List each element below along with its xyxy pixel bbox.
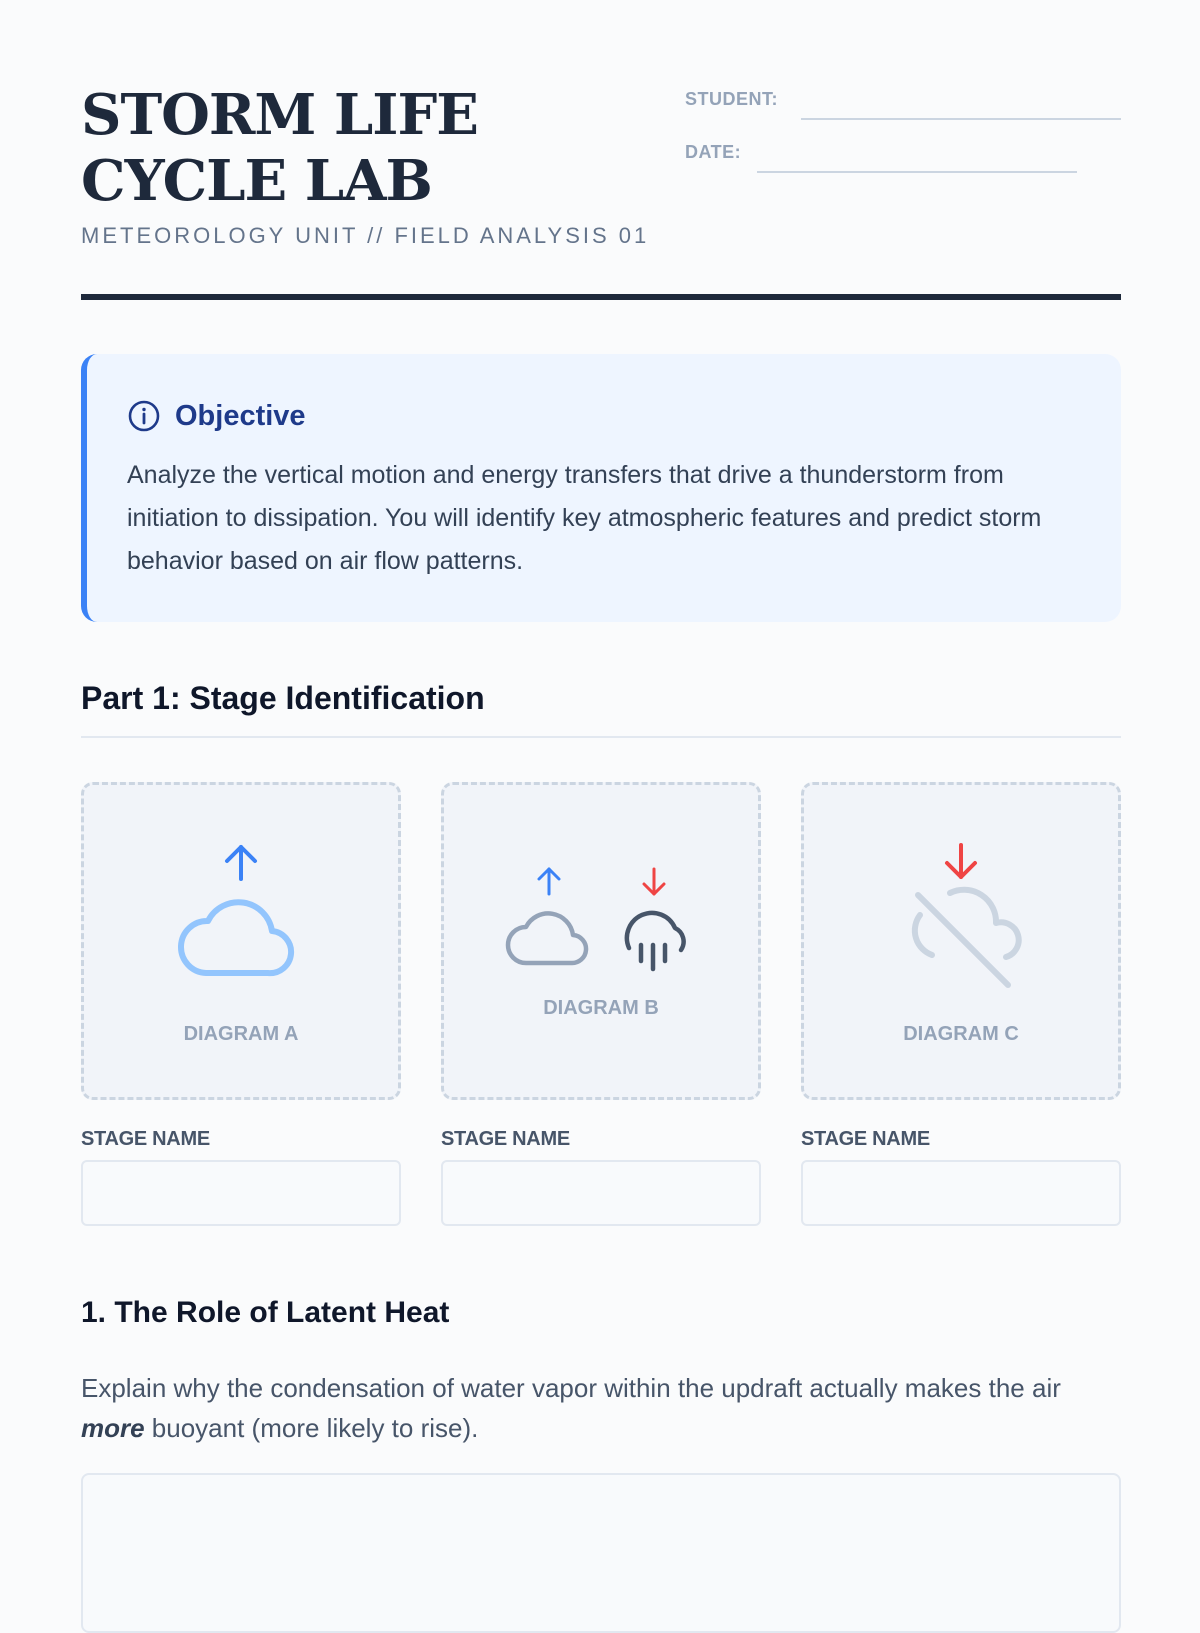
part1-divider: [81, 736, 1121, 738]
question1-emphasis: more: [81, 1413, 145, 1443]
stage-name-input-a[interactable]: [81, 1160, 401, 1226]
header-divider: [81, 294, 1121, 300]
diagram-c-label: DIAGRAM C: [903, 1023, 1019, 1045]
arrow-up-icon: [227, 847, 255, 879]
diagram-b-graphic: [444, 785, 758, 1097]
objective-callout: [81, 354, 1121, 622]
page-subtitle: METEOROLOGY UNIT // FIELD ANALYSIS 01: [81, 223, 650, 248]
question1-prompt: [81, 1368, 1121, 1448]
objective-text: Analyze the vertical motion and energy transfers that drive a thunderstorm from initiation to dissipation. You will identify key atmospheric features and predict storm behavior based on air flow patterns.: [127, 461, 1042, 575]
diagram-a-label: DIAGRAM A: [183, 1023, 299, 1045]
question1-answer-box[interactable]: [81, 1473, 1121, 1633]
stage-name-label: STAGE NAME: [81, 1128, 210, 1150]
arrow-up-icon: [539, 869, 559, 894]
student-row: [685, 84, 1121, 137]
diagram-a: [81, 782, 401, 1100]
cloud-icon: [181, 902, 291, 973]
cloud-icon: [508, 913, 586, 963]
date-row: [685, 137, 1121, 190]
date-label: DATE:: [685, 142, 742, 162]
stage-name-input-b[interactable]: [441, 1160, 761, 1226]
stage-name-label: STAGE NAME: [801, 1128, 930, 1150]
student-label: STUDENT:: [685, 89, 778, 109]
arrow-down-icon: [947, 845, 975, 877]
stage-name-input-c[interactable]: [801, 1160, 1121, 1226]
page-title: STORM LIFE CYCLE LAB: [81, 82, 478, 214]
cloud-rain-icon: [627, 913, 684, 969]
date-field[interactable]: [757, 171, 1077, 173]
cloud-off-icon: [915, 890, 1019, 985]
objective-title: Objective: [175, 399, 306, 432]
diagram-c-graphic: [804, 785, 1118, 1097]
student-name-field[interactable]: [801, 118, 1121, 120]
question1-text-before: Explain why the condensation of water vapor within the updraft actually makes the air: [81, 1373, 1061, 1403]
question1-text-after: buoyant (more likely to rise).: [144, 1413, 479, 1443]
part1-title: Part 1: Stage Identification: [81, 680, 485, 716]
question1-title: 1. The Role of Latent Heat: [81, 1296, 450, 1329]
diagram-a-graphic: [84, 785, 398, 1097]
diagram-b: [441, 782, 761, 1100]
stage-name-label: STAGE NAME: [441, 1128, 570, 1150]
worksheet-page: [81, 0, 1121, 1443]
info-icon: [127, 399, 161, 433]
objective-heading: [127, 399, 306, 433]
diagram-c: [801, 782, 1121, 1100]
student-meta: [685, 84, 1121, 190]
diagram-b-label: DIAGRAM B: [543, 997, 659, 1019]
worksheet-header: [81, 0, 1121, 300]
arrow-down-icon: [644, 869, 664, 894]
